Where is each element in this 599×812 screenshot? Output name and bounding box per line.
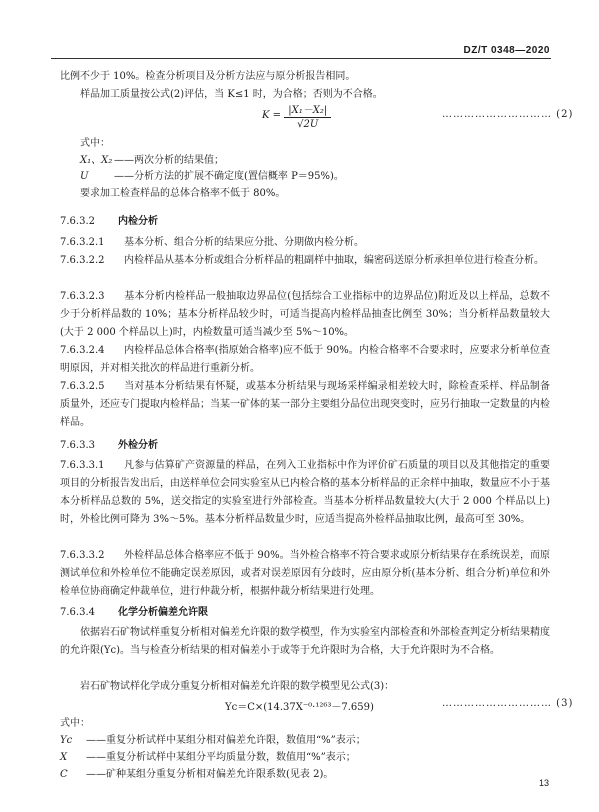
variable-desc: ——分析方法的扩展不确定度(置信概率 P＝95%)。 [114, 171, 344, 182]
clause: 7.6.3.3.2 外检样品总体合格率应不低于 90%。当外检合格率不符合要求或原分析结果存在系统误差，而原测试单位和外检单位不能确定误差原因，或者对误差原因有分歧时，应由原分析(基本分析、组合分析)单位和外检单位协商确定仲裁单位，进行仲裁分析，根据仲裁分析结果进行处理。 [60, 550, 550, 597]
formula-number: ………………………… (2) [442, 109, 574, 120]
section-heading: 7.6.3.2 内检分析 [60, 216, 158, 227]
formula-2 [262, 101, 331, 130]
text-line: 样品加工质量按公式(2)评估，当 K≤1 时，为合格；否则为不合格。 [80, 89, 383, 100]
standard-code: DZ/T 0348—2020 [463, 45, 550, 56]
formula-denominator: √2U [297, 119, 319, 130]
text-line: 岩石矿物试样化学成分重复分析相对偏差允许限的数学模型见公式(3)： [80, 681, 395, 692]
where-title: 式中： [60, 718, 90, 729]
variable-symbol: U [80, 171, 89, 182]
section-heading: 7.6.3.3 外检分析 [60, 440, 158, 451]
text-line: 比例不少于 10%。检查分析项目及分析方法应与原分析报告相同。 [60, 71, 356, 82]
where-item [60, 751, 356, 764]
page-number: 13 [538, 778, 549, 788]
formula-number: ………………………… (3) [442, 698, 574, 709]
clause: 7.6.3.2.4 内检样品总体合格率(指原始合格率)应不低于 90%。内检合格率不合要求时，应要求分析单位查明原因，并对相关批次的样品进行重新分析。 [60, 345, 550, 374]
clause: 7.6.3.2.3 基本分析内检样品一般抽取边界品位(包括综合工业指标中的边界品位)附近及以上样品，总数不少于分析样品数的 10%；基本分析样品较少时，可适当提高内检样品抽查比例至 30%；当分析样品数量较大(大于 2 000 个样品以上)时，内检数量可适当减少至 5%～10%。 [60, 291, 550, 338]
formula-3: Yc＝C×(14.37X⁻⁰·¹²⁶³－7.659) [225, 702, 374, 713]
where-item [60, 768, 333, 781]
clause: 7.6.3.2.5 当对基本分析结果有怀疑，或基本分析结果与现场采样编录相差较大时，除检查采样、样品制备质量外，还应专门提取内检样品；当某一矿体的某一部分主要组分品位出现突变时，应另行抽取一定数量的内检样品。 [60, 381, 550, 428]
where-title: 式中： [80, 138, 110, 149]
where-item [80, 154, 224, 167]
variable-symbol: Yc [60, 735, 73, 746]
clause: 7.6.3.3.1 凡参与估算矿产资源量的样品，在列入工业指标中作为评价矿石质量的项目以及其他指定的重要项目的分析报告发出后，由送样单位会同实验室从已内检合格的基本分析样品的正余样中抽取，数量应不小于基本分析样品总数的 5%，送交指定的实验室进行外部检查。当基本分析样品数量较大(大于 2 000 个样品以上)时，外检比例可降为 3%～5%。基本分析样品数量少时，应适当提高外检样品抽取比例，最高可至 30%。 [60, 460, 550, 525]
clause: 7.6.3.2.2 内检样品从基本分析或组合分析样品的粗副样中抽取，编密码送原分析承担单位进行检查分析。 [60, 255, 544, 266]
variable-symbol: X₁、X₂ [80, 155, 113, 166]
variable-symbol: C [60, 769, 68, 780]
where-item [60, 734, 366, 747]
variable-desc: ——两次分析的结果值； [114, 155, 224, 166]
formula-lhs: K = [262, 110, 282, 121]
paragraph: 依据岩石矿物试样重复分析相对偏差允许限的数学模型，作为实验室内部检查和外部检查判定分析结果精度的允许限(Yc)。当与检查分析结果的相对偏差小于或等于允许限时为合格，大于允许限时为不合格。 [60, 627, 550, 656]
variable-desc: ——矿种某组分重复分析相对偏差允许限系数(见表 2)。 [86, 769, 334, 780]
text-line: 要求加工检查样品的总体合格率不低于 80%。 [80, 188, 286, 199]
variable-desc: ——重复分析试样中某组分平均质量分数，数值用“%”表示； [86, 752, 356, 763]
variable-desc: ——重复分析试样中某组分相对偏差允许限，数值用“%”表示； [86, 735, 366, 746]
where-item [80, 170, 344, 183]
section-heading: 7.6.3.4 化学分析偏差允许限 [60, 607, 208, 618]
formula-numerator: |X₁－X₂| [284, 101, 331, 118]
header-rule [51, 58, 551, 59]
variable-symbol: X [60, 752, 68, 763]
clause: 7.6.3.2.1 基本分析、组合分析的结果应分批、分期做内检分析。 [60, 237, 364, 248]
